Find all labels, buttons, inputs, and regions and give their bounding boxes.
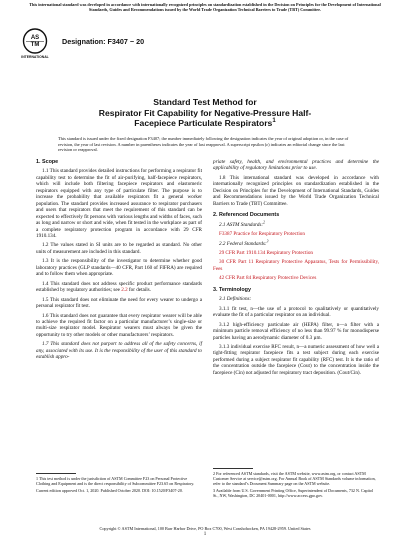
para-1-6: 1.6 This standard does not guarantee that every respirator wearer will be able to achieve the required fit factor on a particular manufacturer’s single-size or multi-size respirator model. Respirator wearers must always be given the opportunity to try other models or other manufacturers’ respirators.: [36, 312, 202, 338]
footnote-1: 1 This test method is under the jurisdiction of ASTM Committee F23 on Personal Protective Clothing and Equipment and is the direct responsibility of Subcommittee F23.65 on Respiratory.: [36, 476, 195, 487]
para-1-4: [36, 281, 202, 294]
astm-standards-sup: 2: [263, 219, 265, 224]
logo-caption: INTERNATIONAL: [21, 55, 49, 59]
footnote-2: 2 For referenced ASTM standards, visit the ASTM website, www.astm.org, or contact ASTM Customer Service at service@astm.org. For Annual Book of ASTM Standards volume information, refer to the standard’s Document Summary page on the ASTM website.: [213, 471, 376, 487]
title-line-3-text: Facepiece Particulate Respirators: [134, 118, 273, 128]
document-title: [40, 97, 370, 129]
para-1-7: 1.7 This standard does not purport to address all of the safety concerns, if any, associated with its use. It is the responsibility of the user of this standard to establish appro-: [36, 341, 202, 361]
right-column: [213, 159, 379, 379]
def-3-1-2: 3.1.2 high-efficiency particulate air (HEPA) filter, n—a filter with a minimum particle removal efficiency of no less than 99.97 % for monodisperse particles having an aerodynamic diameter of 0.3 µm.: [213, 321, 379, 341]
left-column: [36, 159, 202, 364]
title-line-1: Standard Test Method for: [153, 97, 257, 107]
para-1-2: 1.2 The values stated in SI units are to be regarded as standard. No other units of measurement are included in this standard.: [36, 242, 202, 255]
para-1-7-cont: priate safety, health, and environmental practices and determine the applicability of regulatory limitations prior to use.: [213, 159, 379, 172]
footnote-rule-left: [36, 473, 76, 474]
ref-30cfr-link[interactable]: 30 CFR Part 11 Respiratory Protective Apparatus, Tests for Permissibility, Fees: [213, 259, 379, 272]
ref-42cfr-link[interactable]: 42 CFR Part 84 Respiratory Protective Devices: [219, 275, 317, 282]
footnote-rule-right: [213, 468, 253, 469]
standard-note: This standard is issued under the fixed designation F3407; the number immediately following the designation indicates the year of original adoption or, in the case of revision, the year of last revision. A number in parentheses indicates the year of last reapproval. A superscript epsilon (ε) indicates an editorial change since the last revision or reapproval.: [58, 136, 349, 152]
footnote-1-edition: Current edition approved Oct. 1, 2020. Published October 2020. DOI: 10.1520/F3407-20.: [36, 487, 183, 493]
para-1-1: 1.1 This standard provides detailed instructions for performing a respirator fit capability test to determine the fit of air-purifying, half-facepiece respirators, which will include both filtering facepiece respirators and elastomeric respirators equipped with any type of particulate filter. The purpose is to increase the probability that available respirators fit a general worker population. The standard provides increased assurance to respirator purchasers and users that respirators that meet the requirement of this standard can be expected to effectively fit persons with various lengths and widths of faces, such as long and narrow or short and wide, when fit tested in the workplace as part of a complete respiratory protection program in accordance with 29 CFR 1910.134.: [36, 168, 202, 239]
federal-standards-label: [213, 238, 379, 247]
def-3-1-3: 3.1.3 individual exercise RFC result, n—a numeric assessment of how well a tight-fitting respirator facepiece fits a test subject during each exercise performed during a subject respirator fit capability (RFC) test. It is the ratio of the concentration outside the facepiece (Cout) to the concentration inside the facepiece (Cin) not adjusted for respiratory tract deposition. (Cout/Cin).: [213, 343, 379, 376]
title-line-2: Respirator Fit Capability for Negative-Pressure Half-: [98, 107, 312, 118]
svg-text:AS: AS: [30, 35, 40, 41]
para-1-8: 1.8 This international standard was developed in accordance with internationally recognized principles on standardization established in the Decision on Principles for the Development of International Standards, Guides and Recommendations issued by the World Trade Organization Technical Barriers to Trade (TBT) Committee.: [213, 174, 379, 207]
page-number: 1: [203, 532, 207, 537]
footnotes-right: [213, 471, 379, 499]
def-3-1-1: 3.1.1 fit test, n—the use of a protocol to qualitatively or quantitatively evaluate the fit of a particular respirator on an individual.: [213, 305, 379, 319]
para-1-4-text-a: 1.4 This standard does not address specific product performance standards established by regulatory authorities; see: [36, 280, 202, 294]
federal-standards-label-text: 2.2 Federal Standards:: [219, 240, 267, 247]
para-1-3: 1.3 It is the responsibility of the investigator to determine whether good laboratory practices (GLP standards—40 CFR, Part 160 of FIFRA) are required and to follow them when appropriate.: [36, 258, 202, 278]
terminology-heading: 3. Terminology: [213, 286, 251, 293]
para-1-4-text-b: for details.: [127, 287, 151, 294]
footnotes-left: [36, 476, 202, 494]
referenced-documents-heading: 2. Referenced Documents: [213, 212, 280, 219]
scope-heading: 1. Scope: [36, 159, 59, 165]
federal-standards-sup: 3: [266, 238, 269, 243]
title-line-3: [40, 118, 370, 129]
definitions-label: 3.1 Definitions:: [219, 296, 252, 303]
para-1-5: 1.5 This standard does not eliminate the need for every wearer to undergo a personal respirator fit test.: [36, 296, 202, 310]
astm-standards-label-text: 2.1 ASTM Standards:: [219, 221, 264, 228]
title-footnote-mark: 1: [272, 118, 276, 125]
svg-text:TM: TM: [30, 42, 40, 48]
ref-f3387-link[interactable]: F3387 Practice for Respiratory Protection: [219, 231, 305, 238]
top-notice: This international standard was developed in accordance with internationally recognized principles on standardization established in the Decision on Principles for the Development of International Standards, Guides and Recommendations issued by the World Trade Organization Technical Barriers to Trade (TBT) Committee.: [29, 2, 381, 13]
designation: Designation: F3407 − 20: [62, 37, 145, 46]
copyright-line: Copyright © ASTM International, 100 Barr Harbor Drive, PO Box C700, West Conshohocken, PA 19428-2959. United States: [99, 526, 311, 531]
footnote-3: 3 Available from U.S. Government Printing Office, Superintendent of Documents, 732 N. Capitol St., NW, Washington, DC 20401-0001, http://www.access.gpo.gov.: [213, 487, 374, 498]
ref-29cfr-link[interactable]: 29 CFR Part 1910.134 Respiratory Protection: [219, 249, 313, 256]
astm-logo: [22, 28, 48, 62]
link-2-2[interactable]: 2.2: [121, 287, 128, 294]
astm-standards-label: [213, 219, 379, 228]
